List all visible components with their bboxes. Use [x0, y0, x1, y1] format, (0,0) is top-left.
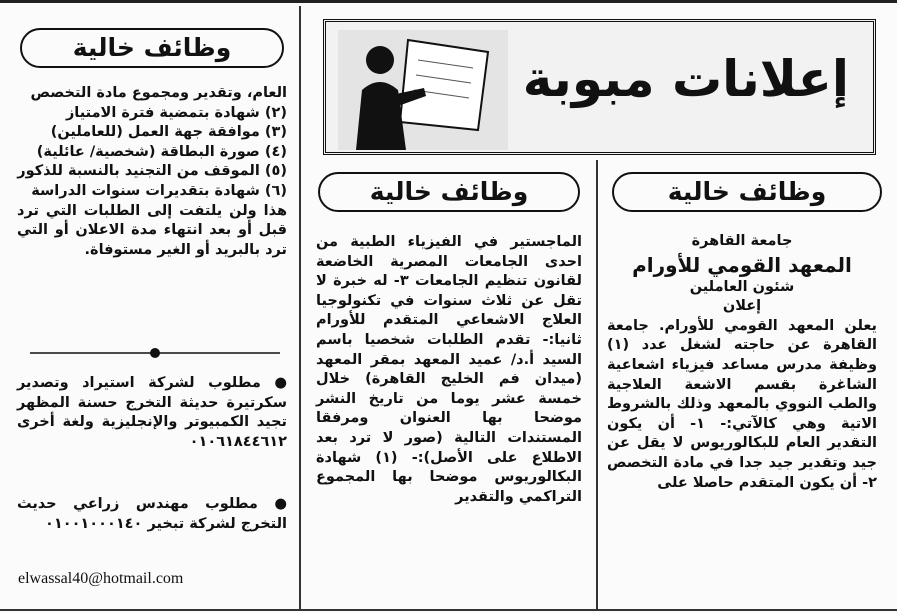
contact-email: elwassal40@hotmail.com	[18, 570, 184, 587]
column-divider-left	[299, 6, 301, 609]
middle-column	[316, 233, 582, 507]
engineer-ad	[17, 495, 287, 534]
department-name: شئون العاملين	[689, 278, 795, 295]
institute-name: المعهد القومي للأورام	[632, 252, 852, 277]
left-column-note: هذا ولن يلتفت إلى الطلبات التي ترد قبل أو بعد انتهاء مدة الاعلان أو التي ترد بالبريد أو الغير مستوفاة.	[17, 202, 287, 258]
left-column-intro: العام، وتقدير ومجموع مادة التخصص	[30, 85, 287, 101]
document-item: (٤) صورة البطاقة (شخصية/ عائلية)	[36, 143, 287, 160]
document-item: (٢) شهادة بتمضية فترة الامتياز	[65, 104, 287, 121]
person-reading-icon	[338, 30, 508, 150]
left-column	[17, 84, 287, 260]
ornament-divider	[30, 347, 280, 359]
left-column-heading: وظائف خالية	[20, 28, 284, 68]
column-divider-right	[596, 160, 598, 609]
document-item: (٥) الموقف من التجنيد بالنسبة للذكور	[17, 163, 287, 180]
bottom-rule	[0, 609, 897, 611]
engineer-ad-text: ● مطلوب مهندس زراعي حديث التخرج لشركة تبخير ٠١٠٠١٠٠٠١٤٠	[17, 496, 287, 532]
top-rule	[0, 0, 897, 3]
secretary-ad	[17, 374, 287, 452]
classified-ads-banner	[323, 19, 876, 155]
middle-column-body: الماجستير في الفيزياء الطبية من احدى الجامعات المصرية الخاضعة لقانون تنظيم الجامعات ٣- له خبرة لا تقل عن ثلاث سنوات في تكنولوجيا العلاج الاشعاعي المتقدم للأورام ثانيا:- تقدم الطلبات شخصيا باسم السيد أ.د/ عميد المعهد بمقر المعهد (ميدان فم الخليج القاهرة) خلال خمسة عشر يوما من تاريخ النشر موضحا بها العنوان ومرفقا المستندات التالية (صور لا ترد بعد الاطلاع على الأصل):- (١) شهادة البكالوريوس موضحا بها المجموع التراكمي والتقدير	[316, 234, 582, 505]
right-column-heading: وظائف خالية	[612, 172, 882, 212]
right-column	[607, 232, 877, 493]
document-item: (٣) موافقة جهة العمل (للعاملين)	[50, 124, 287, 141]
middle-column-heading: وظائف خالية	[318, 172, 580, 212]
university-name: جامعة القاهرة	[691, 233, 793, 249]
announcement-label: إعلان	[722, 298, 762, 315]
banner-title: إعلانات مبوبة	[522, 50, 849, 108]
secretary-ad-text: ● مطلوب لشركة استيراد وتصدير سكرتيرة حديثة التخرج حسنة المظهر تجيد الكمبيوتر والإنجليزية ولغة أخرى ٠١٠٦١٨٤٤٦١٢	[17, 375, 287, 450]
document-item: (٦) شهادة بتقديرات سنوات الدراسة	[31, 182, 287, 199]
right-column-body: يعلن المعهد القومي للأورام. جامعة القاهرة عن حاجته لشغل عدد (١) وظيفة مدرس مساعد فيزياء اشعاعية الشاغرة بقسم الاشعة العلاجية والطب النووي بالمعهد وذلك بالشروط الاتية وهي كالآتي:- ١- أن يكون التقدير العام للبكالوريوس لا يقل عن جيد وتقدير جيد جدا في مادة التخصص ٢- أن يكون المتقدم حاصلا على	[607, 317, 877, 491]
